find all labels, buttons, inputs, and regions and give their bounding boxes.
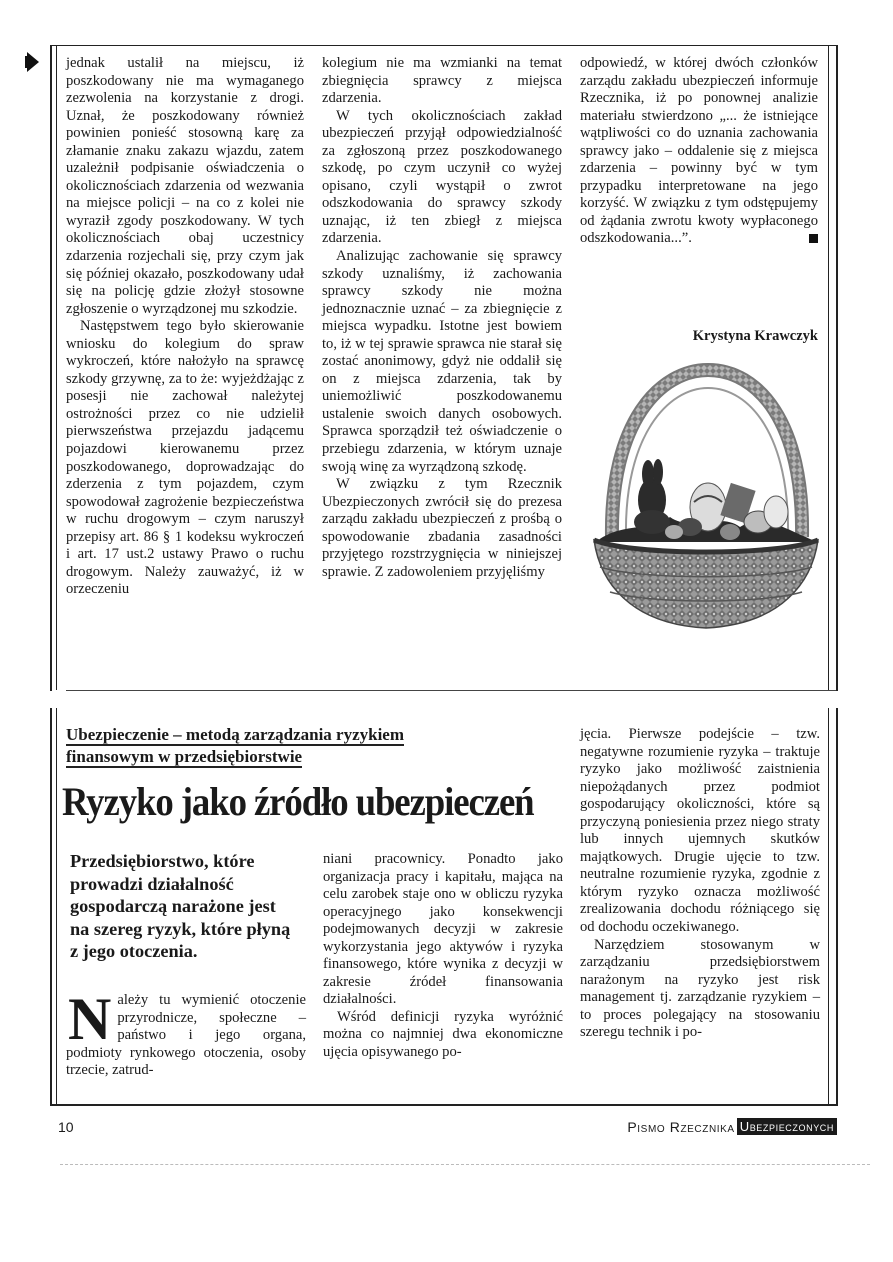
easter-basket-illustration xyxy=(590,362,822,652)
article1-col2-para-3: Analizując zachowanie się sprawcy szkody uznaliśmy, iż zachowania sprawcy szkody nie można jednoznacznie uznać – za zbiegnięcie z miejsca wypadku. Istotne jest bowiem to, iż w tej sprawie sprawca nie starał się zostać anonimowy, gdyż nie oddalił się on z miejsca zdarzenia, tak by uniemożliwić poszkodowanemu ustalenie swoich danych osobowych. Sprawca sporządził też oświadczenie o przebiegu zdarzenia, w którym uznaje swoją winę za wyrządzoną szkodę. xyxy=(322,248,562,475)
article2-col3-para-1: jęcia. Pierwsze podejście – tzw. negatywne rozumienie ryzyka – traktuje ryzyko jako możliwość zaistnienia niepożądanych przez podmiot gospodarujący okoliczności, które są przyczyną poniesienia przez niego straty lub innych ujemnych skutków majątkowych. Drugie ujęcie to tzw. neutralne rozumienie ryzyka, zgodnie z którym ryzyko oznacza możliwość zrealizowania dochodu różniącego się od dochodu oczekiwanego. xyxy=(580,726,820,936)
article1-col2-para-4: W związku z tym Rzecznik Ubezpieczonych zwrócił się do prezesa zarządu zakładu ubezpieczeń z prośbą o spowodowanie zbadania zasadności przyjętego rozstrzygnięcia w niniejszej sprawie. Z zadowoleniem przyjęliśmy xyxy=(322,476,562,580)
article1-col3-para xyxy=(580,55,818,248)
article1-column-2 xyxy=(322,55,562,581)
article2-lead: Przedsiębiorstwo, które prowadzi działalność gospodarczą narażone jest na szereg ryzyk, które płyną z jego otoczenia. xyxy=(70,851,291,961)
article1-col3-text: odpowiedź, w której dwóch członków zarządu zakładu ubezpieczeń informuje Rzecznika, iż po ponownej analizie materiału stwierdzono „... że istniejące wątpliwości co do uznania zachowania sprawcy jako – oddalenie się z miejsca zdarzenia – powinny być w tym przypadku interpretowane na jego korzyść. W związku z tym odstępujemy od żądania zwrotu kwoty wypłaconego odszkodowania...”. xyxy=(580,55,818,247)
brand-text-right: Ubezpieczonych xyxy=(737,1118,837,1135)
article2-col2-para-1: niani pracownicy. Ponadto jako organizacja pracy i kapitału, mająca na celu zarobek staje ono w obliczu ryzyka operacyjnego jako konsekwencji podejmowanych decyzji w zakresie wykorzystania jego aktywów i ryzyka finansowego, które wynika z decyzji w zakresie źródeł finansowania działalności. xyxy=(323,851,563,1008)
article1-col1-para-1: jednak ustalił na miejscu, iż poszkodowany nie ma wymaganego zezwolenia na korzystanie z drogi. Uznał, że poszkodowany również powinien ponieść stosowną karę za złamanie znaku zakazu wjazdu, zatem uzależnił podpisanie oświadczenia o okolicznościach zdarzenia od wezwania na miejsce policji – na co z kolei nie wyraził zgody poszkodowany. W tych okolicznościach obaj uczestnicy zdarzenia rozjechali się, przy czym jak się później okazało, poszkodowany udał się na policję gdzie złożył stosowne zgłoszenie o wyrządzonej mu szkodzie. xyxy=(66,55,304,317)
article2-column-2 xyxy=(323,851,563,1062)
article2-col1-para xyxy=(66,986,306,1080)
brand-text-left: Pismo Rzecznika xyxy=(627,1118,735,1135)
article1-col2-para-2: W tych okolicznościach zakład ubezpieczeń przyjął odpowiedzialność za zgłoszoną przez poszkodowanego szkodę, po czym uczynił co wyżej opisano, czyli wystąpił o zwrot odszkodowania do sprawcy szkody uznając, iż ten zbiegł z miejsca zdarzenia. xyxy=(322,107,562,247)
article2-col2-para-2: Wśród definicji ryzyka wyróżnić można co najmniej dwa ekonomiczne ujęcia opisywanego po- xyxy=(323,1008,563,1061)
article1-column-3 xyxy=(580,55,818,248)
scan-edge-line xyxy=(60,1164,870,1166)
section-header xyxy=(66,724,516,768)
page-number: 10 xyxy=(58,1119,74,1135)
continuation-arrow-icon xyxy=(27,52,39,72)
article2-column-3 xyxy=(580,726,820,1042)
article2-title: Ryzyko jako źródło ubezpieczeń xyxy=(62,779,534,824)
bottom-frame-inner-left xyxy=(56,708,57,1106)
article2-column-1 xyxy=(66,986,306,1080)
article2-col3-para-2: Narzędziem stosowanym w zarządzaniu przedsiębiorstwem narażonym na ryzyko jest risk management tj. zarządzanie ryzykiem – to proces polegający na stosowaniu szeregu technik i po- xyxy=(580,936,820,1041)
section-header-line-1: Ubezpieczenie – metodą zarządzania ryzykiem xyxy=(66,725,405,744)
article1-col1-para-2: Następstwem tego było skierowanie wniosku do kolegium do spraw wykroczeń, które nałożyło na sprawcę szkody grzywnę, za to że: wyjeżdżając z posesji nie zachował należytej ostrożności przez co nie udzielił pierwszeństwa przejazdu jadącemu pojazdowi kierowanemu przez poszkodowanego, doprowadzając do zderzenia z tym pojazdem, czym spowodował zagrożenie bezpieczeństwa w ruchu drogowym – czym naruszył przepisy art. 86 § 1 kodeksu wykroczeń i art. 17 ust.2 ustawy Prawo o ruchu drogowym. Należy zauważyć, iż w orzeczeniu xyxy=(66,318,304,598)
bottom-frame-inner-right xyxy=(828,708,829,1106)
end-of-article-square-icon xyxy=(809,234,818,243)
publication-brand xyxy=(627,1118,837,1135)
section-divider xyxy=(66,690,836,691)
article2-col1-text: ależy tu wymienić otoczenie przyrodnicze, społeczne – państwo i jego organa, podmioty rynkowego otoczenia, osoby trzecie, zatrud- xyxy=(66,992,306,1079)
article1-column-1 xyxy=(66,55,304,599)
top-frame-inner-left xyxy=(56,45,57,690)
article1-author: Krystyna Krawczyk xyxy=(692,328,818,344)
bottom-rule xyxy=(50,1104,838,1106)
section-header-line-2: finansowym w przedsiębiorstwie xyxy=(66,747,303,766)
article1-col2-para-1: kolegium nie ma wzmianki na temat zbiegnięcia sprawcy z miejsca zdarzenia. xyxy=(322,55,562,107)
dropcap-letter: N xyxy=(68,986,112,1052)
top-frame-inner-right xyxy=(828,45,829,690)
